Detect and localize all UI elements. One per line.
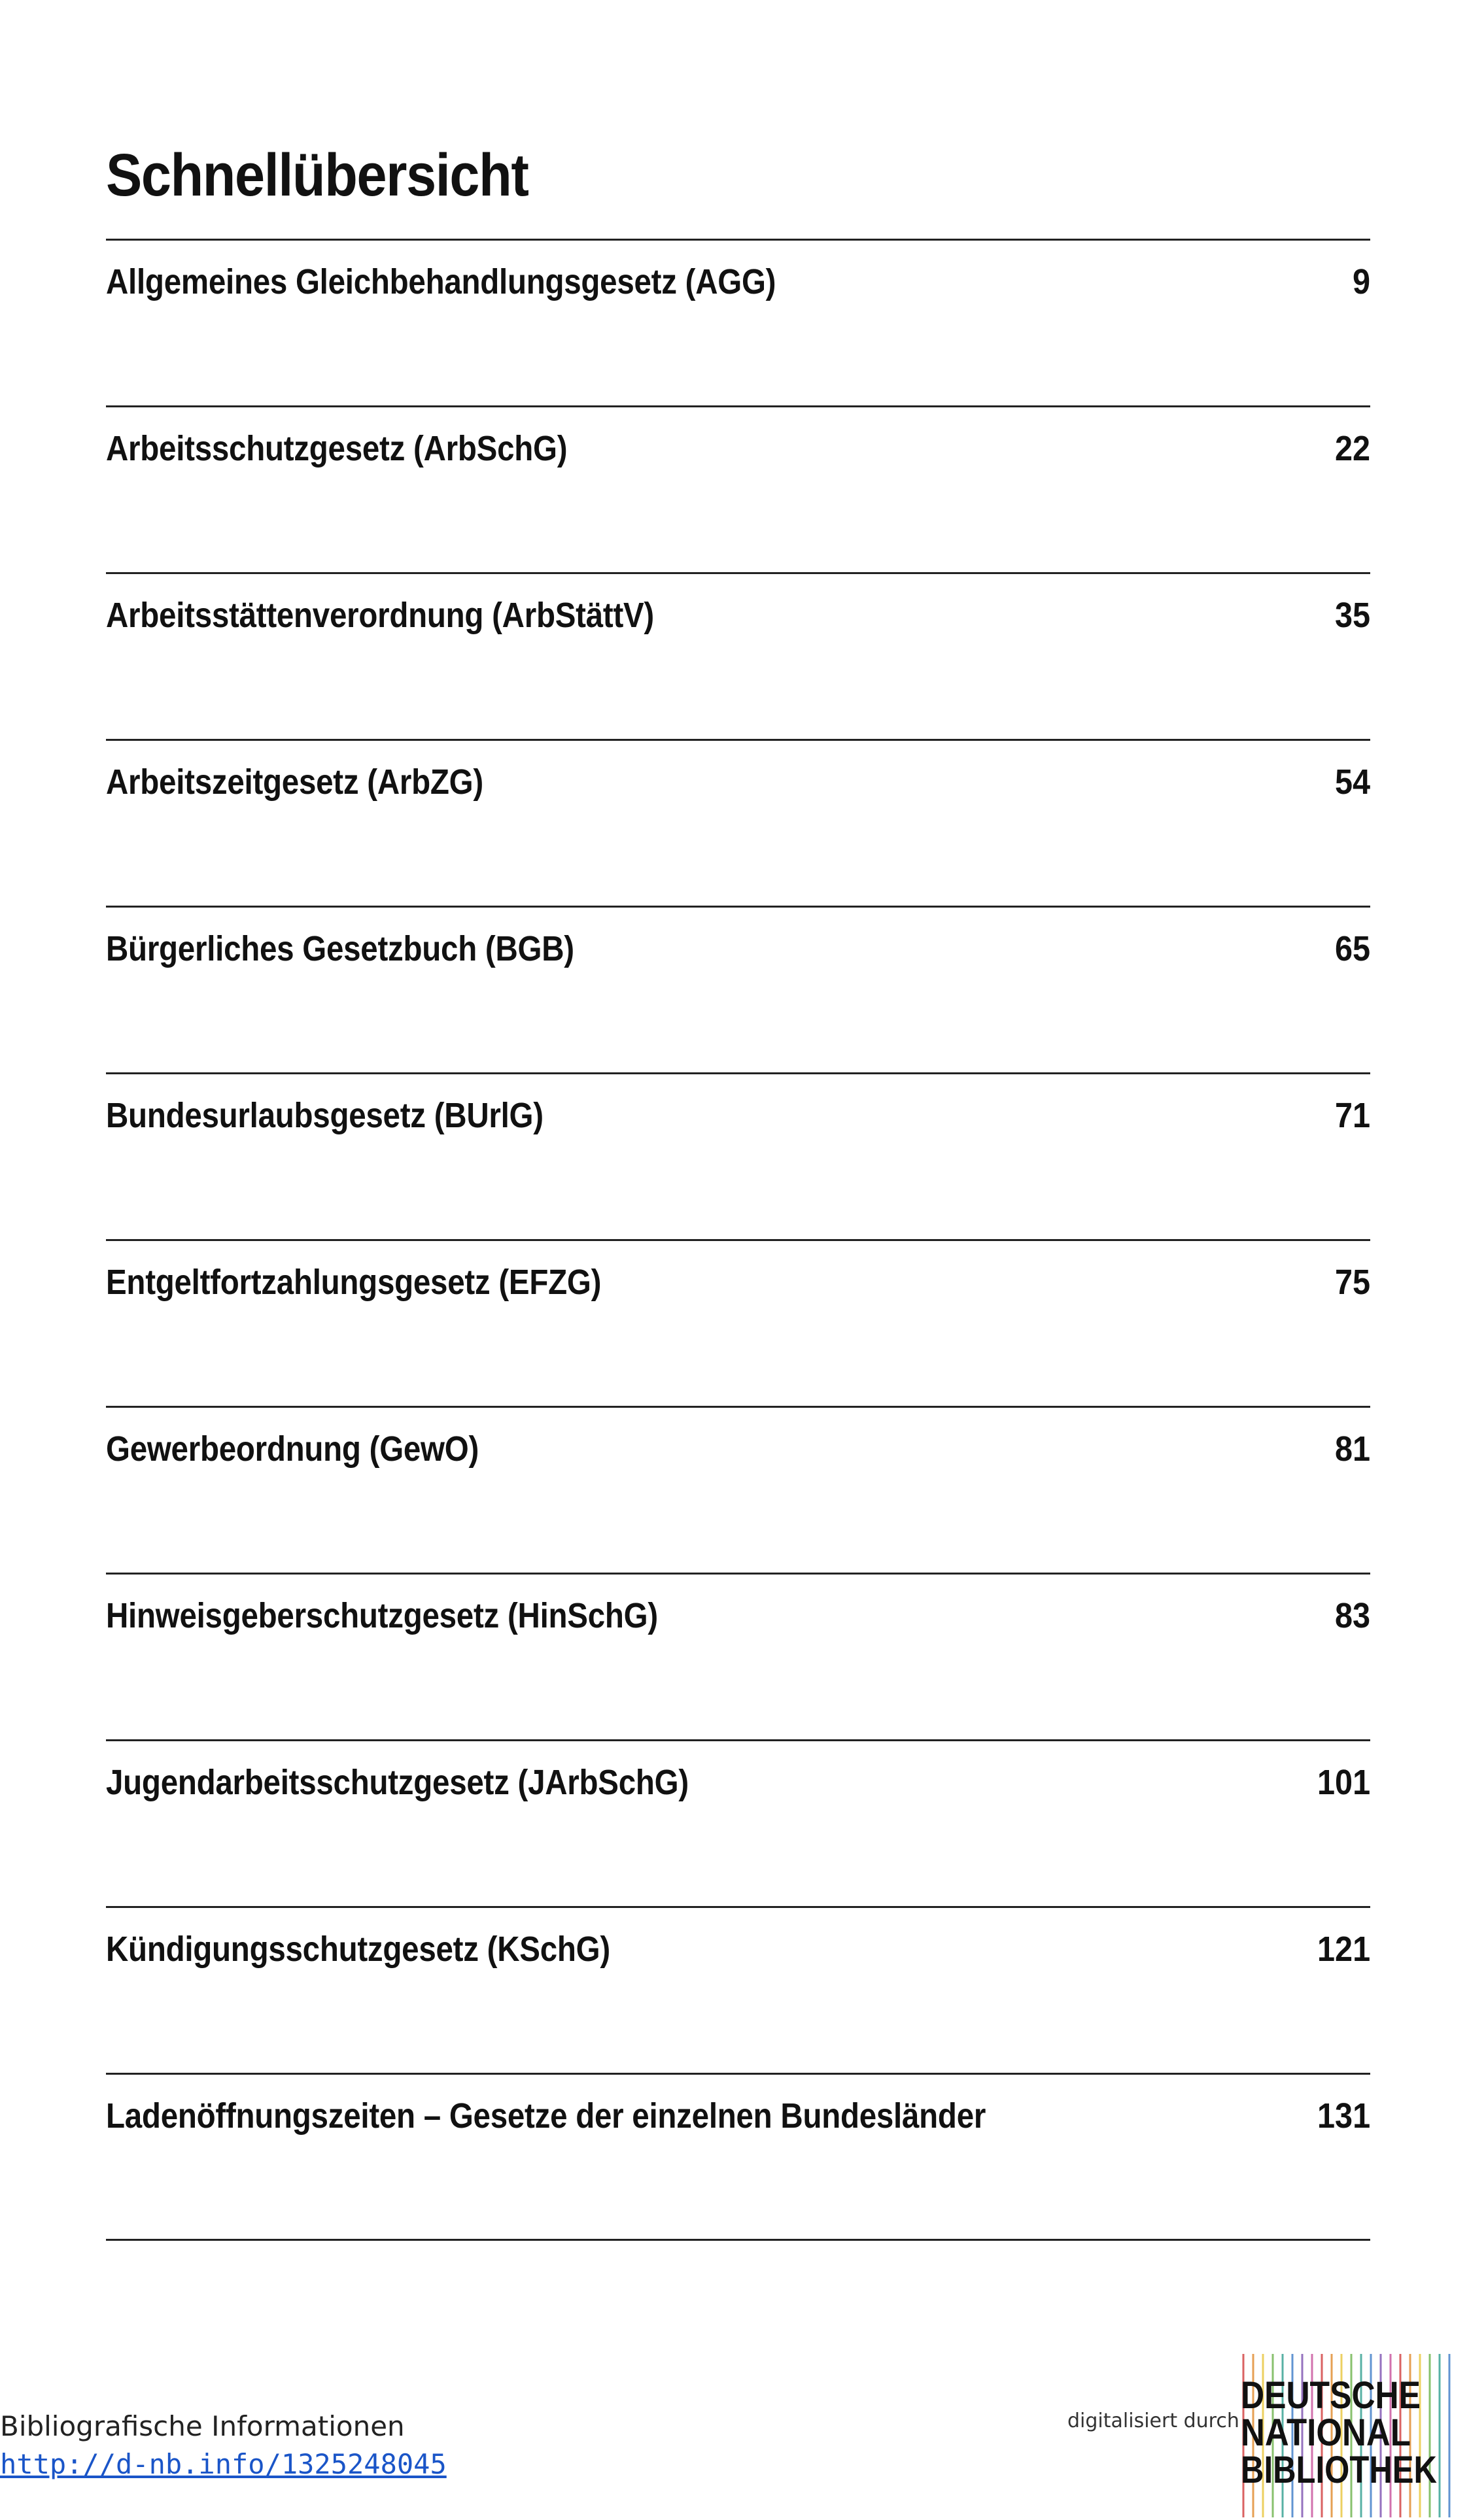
toc-list — [106, 239, 1370, 2239]
toc-entry-page-number: 65 — [1334, 929, 1370, 968]
toc-entry-title: Arbeitsstättenverordnung (ArbStättV) — [106, 596, 654, 635]
toc-entry-title: Ladenöffnungszeiten – Gesetze der einzelnen Bundesländer — [106, 2096, 986, 2136]
toc-entry — [106, 572, 1370, 739]
toc-entry — [106, 405, 1370, 572]
bibliographic-info-link[interactable]: http://d-nb.info/1325248045 — [0, 2448, 447, 2480]
logo-line-national: NATIONAL — [1241, 2411, 1411, 2454]
toc-entry — [106, 1239, 1370, 1406]
toc-entry — [106, 739, 1370, 906]
digitized-by-label: digitalisiert durch — [1067, 2409, 1239, 2432]
dnb-logo — [1238, 2354, 1467, 2517]
toc-entry-page-number: 131 — [1317, 2096, 1370, 2136]
toc-entry-page-number: 9 — [1352, 262, 1370, 301]
toc-entry-title: Jugendarbeitsschutzgesetz (JArbSchG) — [106, 1763, 689, 1802]
toc-entry-title: Bürgerliches Gesetzbuch (BGB) — [106, 929, 574, 968]
toc-entry-page-number: 83 — [1334, 1596, 1370, 1635]
toc-entry-page-number: 54 — [1334, 762, 1370, 802]
toc-entry — [106, 1406, 1370, 1573]
page-title: Schnellübersicht — [106, 142, 528, 209]
toc-entry-title: Entgeltfortzahlungsgesetz (EFZG) — [106, 1263, 602, 1302]
toc-entry — [106, 2073, 1370, 2239]
toc-entry-title: Arbeitszeitgesetz (ArbZG) — [106, 762, 483, 802]
toc-entry — [106, 1573, 1370, 1739]
toc-entry — [106, 1072, 1370, 1239]
logo-wordmark — [1241, 2374, 1437, 2491]
toc-entry — [106, 906, 1370, 1072]
logo-line-bibliothek: BIBLIOTHEK — [1241, 2449, 1438, 2491]
toc-entry-page-number: 71 — [1334, 1096, 1370, 1135]
toc-entry-page-number: 101 — [1317, 1763, 1370, 1802]
toc-entry — [106, 1739, 1370, 1906]
toc-entry-title: Arbeitsschutzgesetz (ArbSchG) — [106, 429, 568, 468]
toc-end-divider — [106, 2239, 1370, 2241]
toc-entry-page-number: 121 — [1317, 1930, 1370, 1969]
toc-entry-title: Bundesurlaubsgesetz (BUrlG) — [106, 1096, 544, 1135]
toc-entry — [106, 239, 1370, 405]
toc-entry — [106, 1906, 1370, 2073]
logo-line-deutsche: DEUTSCHE — [1241, 2374, 1421, 2417]
toc-entry-page-number: 22 — [1334, 429, 1370, 468]
toc-entry-page-number: 35 — [1334, 596, 1370, 635]
toc-entry-title: Hinweisgeberschutzgesetz (HinSchG) — [106, 1596, 658, 1635]
bibliographic-info-label: Bibliografische Informationen — [0, 2410, 405, 2442]
toc-entry-title: Gewerbeordnung (GewO) — [106, 1429, 479, 1469]
toc-entry-title: Kündigungsschutzgesetz (KSchG) — [106, 1930, 610, 1969]
toc-entry-page-number: 81 — [1334, 1429, 1370, 1469]
toc-entry-title: Allgemeines Gleichbehandlungsgesetz (AGG) — [106, 262, 776, 301]
toc-entry-page-number: 75 — [1334, 1263, 1370, 1302]
